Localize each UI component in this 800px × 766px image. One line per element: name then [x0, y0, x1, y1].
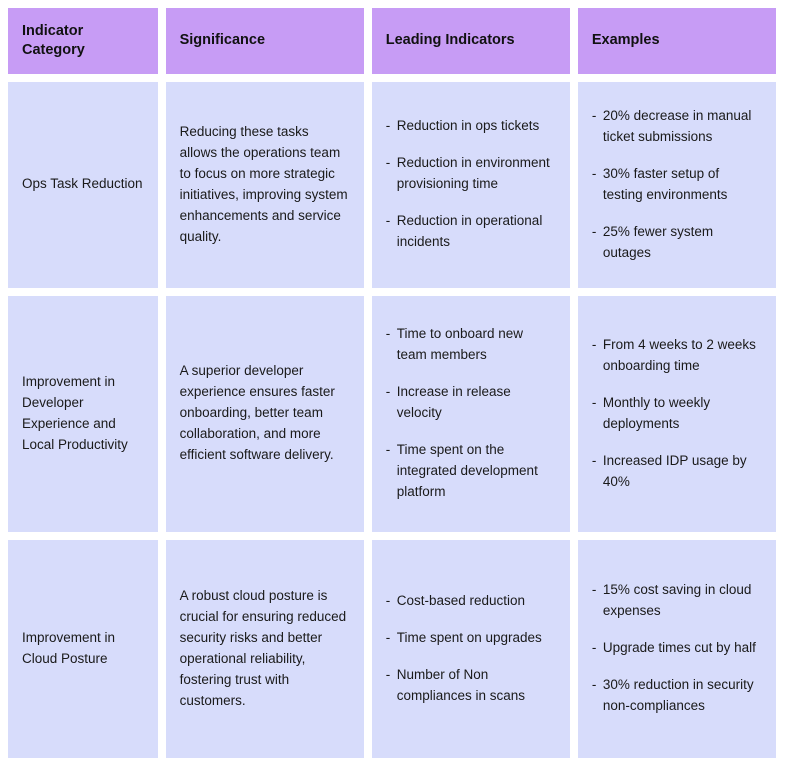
leading-indicators-list [386, 116, 556, 253]
bullet-dash-icon: - [591, 223, 597, 239]
list-item-label: From 4 weeks to 2 weeks onboarding time [602, 336, 756, 373]
bullet-dash-icon: - [385, 442, 391, 458]
list-item-label: Number of Non compliances in scans [396, 666, 526, 703]
table-header [8, 8, 776, 74]
list-item [386, 591, 556, 612]
column-header-significance: Significance [166, 8, 364, 74]
bullet-dash-icon: - [385, 213, 391, 229]
bullet-dash-icon: - [385, 155, 391, 171]
cell-examples [578, 82, 776, 288]
list-item-label: Reduction in ops tickets [396, 118, 540, 134]
list-item-label: 15% cost saving in cloud expenses [602, 582, 752, 619]
leading-indicators-list [386, 591, 556, 707]
list-item-label: 30% faster setup of testing environments [602, 165, 728, 202]
examples-list [592, 106, 762, 264]
list-item-label: Time spent on the integrated development platform [396, 442, 538, 499]
table-row [8, 82, 776, 288]
list-item [592, 675, 762, 717]
cell-category: Improvement in Developer Experience and Local Productivity [8, 296, 158, 532]
bullet-dash-icon: - [591, 452, 597, 468]
bullet-dash-icon: - [591, 677, 597, 693]
list-item-label: Cost-based reduction [396, 592, 526, 608]
list-item [386, 665, 556, 707]
examples-list [592, 580, 762, 717]
list-item [592, 164, 762, 206]
bullet-dash-icon: - [385, 326, 391, 342]
cell-leading-indicators [372, 296, 570, 532]
list-item [386, 211, 556, 253]
cell-significance [166, 82, 364, 288]
cell-category: Ops Task Reduction [8, 82, 158, 288]
cell-leading-indicators [372, 82, 570, 288]
list-item [386, 116, 556, 137]
list-item-label: Reduction in operational incidents [396, 213, 543, 250]
list-item [592, 106, 762, 148]
bullet-dash-icon: - [591, 107, 597, 123]
list-item [386, 440, 556, 503]
bullet-dash-icon: - [591, 165, 597, 181]
list-item [592, 335, 762, 377]
table-row [8, 540, 776, 758]
significance-text: Reducing these tasks allows the operations team to focus on more strategic initiatives, improving system enhancements and service quality. [179, 123, 348, 244]
cell-significance [166, 540, 364, 758]
list-item-label: Increase in release velocity [396, 384, 511, 421]
bullet-dash-icon: - [591, 394, 597, 410]
bullet-dash-icon: - [591, 336, 597, 352]
significance-text: A robust cloud posture is crucial for ensuring reduced security risks and better operational reliability, fostering trust with customers. [179, 587, 347, 708]
list-item [386, 382, 556, 424]
leading-indicators-list [386, 324, 556, 502]
column-header-leading-indicators: Leading Indicators [372, 8, 570, 74]
bullet-dash-icon: - [591, 640, 597, 656]
list-item [386, 153, 556, 195]
bullet-dash-icon: - [385, 666, 391, 682]
significance-text: A superior developer experience ensures faster onboarding, better team collaboration, and more efficient software delivery. [179, 363, 335, 463]
column-header-examples: Examples [578, 8, 776, 74]
list-item [592, 393, 762, 435]
cell-leading-indicators [372, 540, 570, 758]
bullet-dash-icon: - [385, 384, 391, 400]
table-body [8, 82, 776, 758]
list-item-label: 25% fewer system outages [602, 223, 714, 260]
list-item-label: Increased IDP usage by 40% [602, 452, 747, 489]
column-header-indicator-category: Indicator Category [8, 8, 158, 74]
list-item-label: 20% decrease in manual ticket submissions [602, 107, 752, 144]
cell-significance [166, 296, 364, 532]
bullet-dash-icon: - [385, 118, 391, 134]
list-item-label: Time spent on upgrades [396, 629, 542, 645]
table-header-row [8, 8, 776, 74]
examples-list [592, 335, 762, 493]
bullet-dash-icon: - [385, 592, 391, 608]
bullet-dash-icon: - [591, 582, 597, 598]
list-item [592, 580, 762, 622]
table-row [8, 296, 776, 532]
list-item [386, 628, 556, 649]
list-item-label: Time to onboard new team members [396, 326, 524, 363]
list-item [386, 324, 556, 366]
cell-examples [578, 540, 776, 758]
list-item-label: 30% reduction in security non-compliances [602, 677, 754, 714]
list-item-label: Monthly to weekly deployments [602, 394, 711, 431]
list-item [592, 451, 762, 493]
list-item-label: Reduction in environment provisioning time [396, 155, 550, 192]
list-item [592, 638, 762, 659]
cell-category: Improvement in Cloud Posture [8, 540, 158, 758]
cell-examples [578, 296, 776, 532]
bullet-dash-icon: - [385, 629, 391, 645]
list-item [592, 222, 762, 264]
list-item-label: Upgrade times cut by half [602, 640, 756, 656]
